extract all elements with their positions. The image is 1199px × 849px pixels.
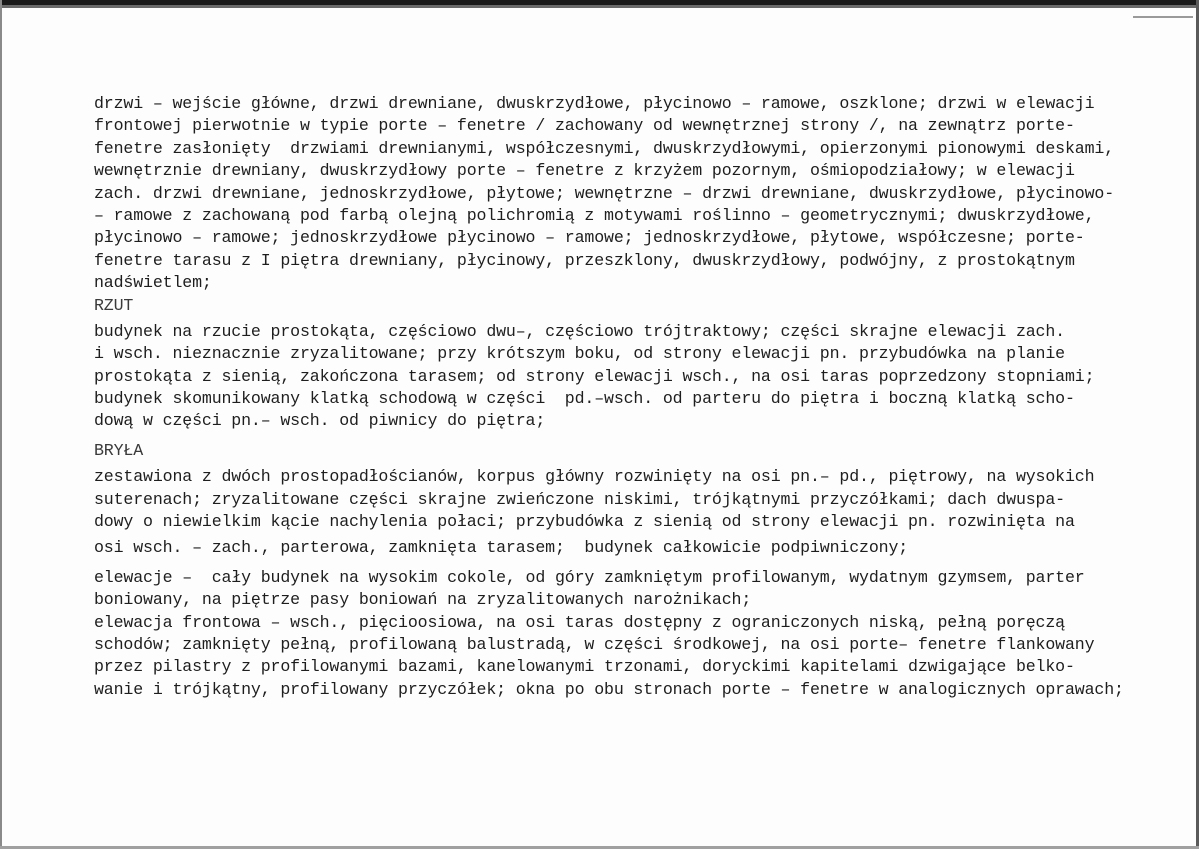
- text-line: wanie i trójkątny, profilowany przyczółek; okna po obu stronach porte – fenetre w analogicznych oprawach;: [94, 679, 1124, 699]
- text-line: nadświetlem;: [94, 273, 212, 293]
- text-line: zach. drzwi drewniane, jednoskrzydłowe, płytowe; wewnętrzne – drzwi drewniane, dwuskrzydłowe, płycinowo-: [94, 183, 1115, 203]
- text-line: suterenach; zryzalitowane części skrajne zwieńczone niskimi, trójkątnymi przyczółkami; dach dwuspa-: [94, 489, 1065, 509]
- text-line: i wsch. nieznacznie zryzalitowane; przy krótszym boku, od strony elewacji pn. przybudówka na planie: [94, 344, 1065, 364]
- text-line: fenetre zasłonięty drzwiami drewnianymi, współczesnymi, dwuskrzydłowymi, opierzonymi pionowymi deskami,: [94, 138, 1115, 158]
- section-heading-bryla: BRYŁA: [94, 440, 144, 460]
- text-line: fenetre tarasu z I piętra drewniany, płycinowy, przeszklony, dwuskrzydłowy, podwójny, z prostokątnym: [94, 250, 1075, 270]
- text-line: budynek skomunikowany klatką schodową w części pd.–wsch. od parteru do piętra i boczną klatką scho-: [94, 389, 1075, 409]
- text-line: dową w części pn.– wsch. od piwnicy do piętra;: [94, 411, 546, 431]
- typewritten-text: [94, 93, 1198, 701]
- scan-corner-mark: [1133, 16, 1193, 18]
- text-line: płycinowo – ramowe; jednoskrzydłowe płycinowo – ramowe; jednoskrzydłowe, płytowe, współczesne; porte-: [94, 228, 1085, 248]
- scan-left-edge: [0, 0, 2, 849]
- text-line: osi wsch. – zach., parterowa, zamknięta tarasem; budynek całkowicie podpiwniczony;: [94, 538, 909, 558]
- text-line: elewacja frontowa – wsch., pięcioosiowa, na osi taras dostępny z ograniczonych niską, pełną poręczą: [94, 612, 1065, 632]
- text-line: frontowej pierwotnie w typie porte – fenetre / zachowany od wewnętrznej strony /, na zewnątrz porte-: [94, 116, 1075, 136]
- text-line: schodów; zamknięty pełną, profilowaną balustradą, w części środkowej, na osi porte– fenetre flankowany: [94, 634, 1095, 654]
- text-line: budynek na rzucie prostokąta, częściowo dwu–, częściowo trójtraktowy; części skrajne elewacji zach.: [94, 321, 1065, 341]
- text-line: zestawiona z dwóch prostopadłościanów, korpus główny rozwinięty na osi pn.– pd., piętrowy, na wysokich: [94, 467, 1095, 487]
- text-line: wewnętrznie drewniany, dwuskrzydłowy porte – fenetre z krzyżem pozornym, ośmiopodziałowy; w elewacji: [94, 161, 1075, 181]
- text-line: boniowany, na piętrze pasy boniowań na zryzalitowanych narożnikach;: [94, 590, 752, 610]
- text-line: prostokąta z sienią, zakończona tarasem; od strony elewacji wsch., na osi taras poprzedzony stopniami;: [94, 366, 1095, 386]
- text-line: dowy o niewielkim kącie nachylenia połaci; przybudówka z sienią od strony elewacji pn. rozwinięta na: [94, 512, 1075, 532]
- text-line: przez pilastry z profilowanymi bazami, kanelowanymi trzonami, doryckimi kapitelami dzwigające belko-: [94, 657, 1075, 677]
- text-line: – ramowe z zachowaną pod farbą olejną polichromią z motywami roślinno – geometrycznymi; dwuskrzydłowe,: [94, 205, 1095, 225]
- text-line: elewacje – cały budynek na wysokim cokole, od góry zamkniętym profilowanym, wydatnym gzymsem, parter: [94, 567, 1085, 587]
- scan-top-shadow: [0, 5, 1199, 8]
- text-line: drzwi – wejście główne, drzwi drewniane, dwuskrzydłowe, płycinowo – ramowe, oszklone; drzwi w elewacji: [94, 94, 1095, 113]
- section-heading-rzut: RZUT: [94, 295, 134, 315]
